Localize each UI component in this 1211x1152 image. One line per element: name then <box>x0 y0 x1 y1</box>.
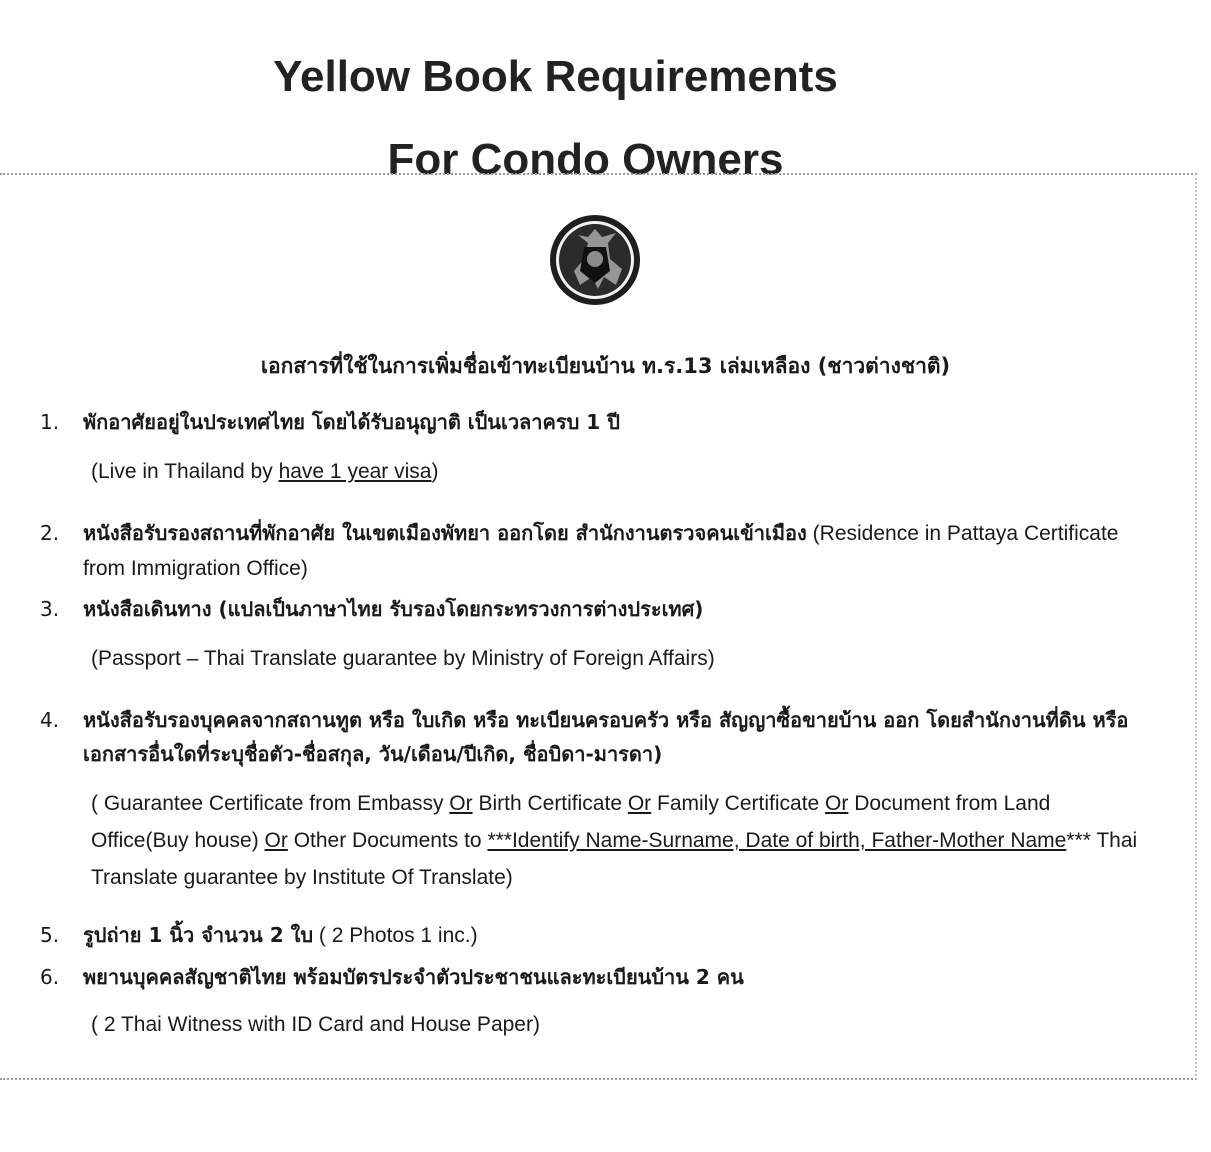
item-english-text: ( 2 Photos 1 inc.) <box>313 924 478 947</box>
list-item <box>40 703 1150 896</box>
item-thai-text: รูปถ่าย 1 นิ้ว จำนวน 2 ใบ <box>83 923 314 947</box>
item-thai-text: หนังสือรับรองบุคคลจากสถานทูต หรือ ใบเกิด หรือ ทะเบียนครอบครัว หรือ สัญญาซื้อขายบ้าน ออก โดยสำนักงานที่ดิน หรือ เอกสารอื่นใดที่ระบุชื่อตัว-ชื่อสกุล, วัน/เดือน/ปีเกิด, ชื่อบิดา-มารดา) <box>83 708 1129 766</box>
item-number: 4. <box>40 708 60 732</box>
item-english-text: (Residence in Pattaya Certificate from Immigration Office) <box>83 522 1119 580</box>
item-thai-text: พยานบุคคลสัญชาติไทย พร้อมบัตรประจำตัวประชาชนและทะเบียนบ้าน 2 คน <box>83 965 744 989</box>
item-thai-text: หนังสือรับรองสถานที่พักอาศัย ในเขตเมืองพัทยา ออกโดย สำนักงานตรวจคนเข้าเมือง <box>83 521 807 545</box>
item-thai-text: หนังสือเดินทาง (แปลเป็นภาษาไทย รับรองโดยกระทรวงการต่างประเทศ) <box>83 597 704 621</box>
list-item <box>40 918 1150 953</box>
item-english-text: (Live in Thailand by have 1 year visa) <box>91 460 439 483</box>
item-number: 3. <box>40 597 60 621</box>
item-number: 6. <box>40 965 60 989</box>
item-english-text: ( 2 Thai Witness with ID Card and House Paper) <box>91 1013 540 1036</box>
item-number: 5. <box>40 923 60 947</box>
list-item <box>40 592 1150 676</box>
list-item <box>40 405 1150 489</box>
official-seal-icon <box>548 213 642 307</box>
item-number: 1. <box>40 410 60 434</box>
list-item <box>40 516 1150 586</box>
title-line-1: Yellow Book Requirements <box>273 52 838 101</box>
document-heading: เอกสารที่ใช้ในการเพิ่มชื่อเข้าทะเบียนบ้าน ท.ร.13 เล่มเหลือง (ชาวต่างชาติ) <box>260 354 951 378</box>
item-thai-text: พักอาศัยอยู่ในประเทศไทย โดยได้รับอนุญาติ เป็นเวลาครบ 1 ปี <box>83 410 620 434</box>
title-line-2: For Condo Owners <box>387 135 784 184</box>
item-english-text: ( Guarantee Certificate from Embassy Or Birth Certificate Or Family Certificate Or Document from Land Office(Buy house) Or Other Documents to ***Identify Name-Surname, Date of birth, Father-Mother Name*** Thai Translate guarantee by Institute Of Translate) <box>91 792 1138 889</box>
item-number: 2. <box>40 521 60 545</box>
list-item <box>40 960 1150 1042</box>
item-english-text: (Passport – Thai Translate guarantee by Ministry of Foreign Affairs) <box>91 647 715 670</box>
